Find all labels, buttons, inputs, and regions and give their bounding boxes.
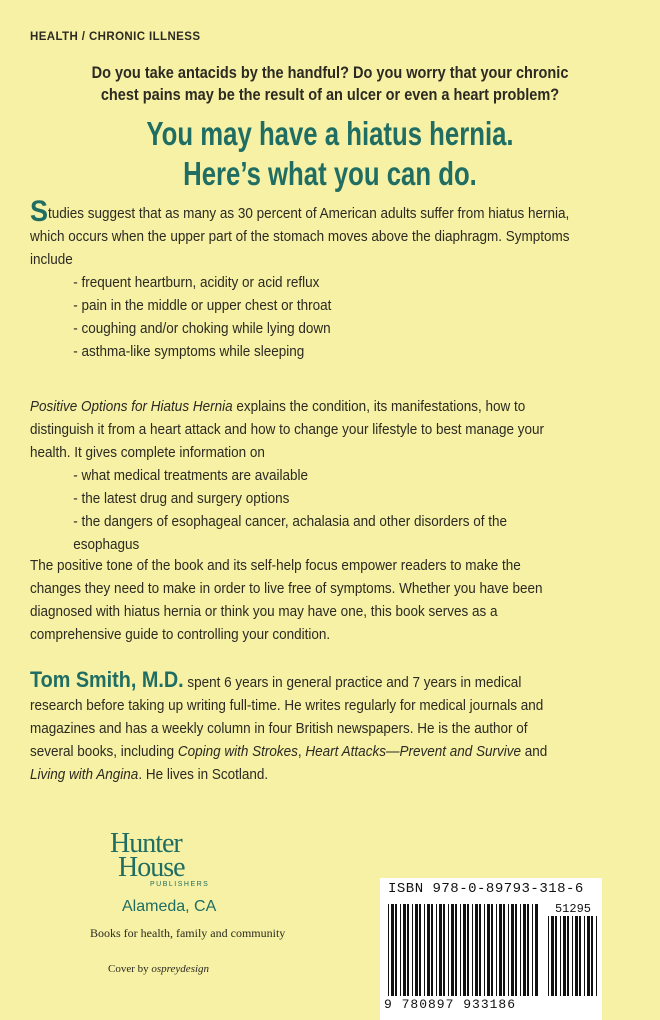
drop-cap: S (30, 195, 49, 228)
barcode-bar (479, 904, 481, 996)
isbn-label: ISBN 978-0-89793-318-6 (388, 881, 584, 897)
barcode-bar (407, 904, 409, 996)
barcode-bar (484, 904, 485, 996)
barcode-bar (548, 916, 549, 996)
barcode-bar (584, 916, 585, 996)
other-book-title: Coping with Strokes (177, 743, 298, 760)
barcode-bar (532, 904, 533, 996)
credit-prefix: Cover by (108, 963, 152, 975)
barcode-bar (403, 904, 406, 996)
barcode-bar (563, 916, 566, 996)
author-bio: spent 6 years in general practice and 7 years in medical research before taking up writing full-time. He writes regularly for medical journals and magazines and has a weekly column in four British newspapers. He is the author of several books, including (30, 674, 544, 760)
author-section (30, 668, 570, 786)
barcode-bar (467, 904, 469, 996)
intro-paragraph (30, 195, 570, 271)
designer-name: ospreydesign (151, 963, 210, 975)
barcode-bar (503, 904, 505, 996)
barcode-bar (415, 904, 418, 996)
barcode-bar (591, 916, 593, 996)
list-item: - the dangers of esophageal cancer, achalasia and other disorders of the esophagus (73, 510, 570, 556)
barcode-bar (579, 916, 581, 996)
author-bio-end: . He lives in Scotland. (138, 766, 269, 783)
barcode-number: 9 780897 933186 (384, 997, 517, 1012)
barcode-bar (472, 904, 473, 996)
barcode-bar (596, 916, 597, 996)
barcode-bars (388, 904, 538, 996)
headline-line: You may have a hiatus hernia. (146, 115, 514, 152)
barcode-bar (515, 904, 517, 996)
barcode-bar (451, 904, 454, 996)
book-section (30, 395, 570, 556)
intro-text: tudies suggest that as many as 30 percent of American adults suffer from hiatus hernia, which occurs when the upper part of the stomach moves above the diaphragm. Symptoms include (30, 205, 570, 268)
publisher-tagline: Books for health, family and community (90, 926, 286, 940)
barcode-bar (412, 904, 413, 996)
symptom-list (30, 271, 570, 363)
list-item: - coughing and/or choking while lying down (73, 317, 570, 340)
barcode-bar (527, 904, 529, 996)
barcode-bar (572, 916, 573, 996)
barcode-bar (463, 904, 466, 996)
barcode-bar (511, 904, 514, 996)
book-description: explains the condition, its manifestations, how to distinguish it from a heart attack and how to change your lifestyle to best manage your health. It gives complete information on (30, 398, 545, 461)
barcode-bar (508, 904, 509, 996)
barcode-bar (567, 916, 569, 996)
barcode-bar (419, 904, 421, 996)
list-item: - pain in the middle or upper chest or throat (73, 294, 570, 317)
list-item: - what medical treatments are available (73, 464, 570, 487)
logo-text: PUBLISHERS (150, 881, 210, 888)
barcode-addon-bars (548, 916, 597, 996)
book-title: Positive Options for Hiatus Hernia (30, 398, 233, 415)
barcode-bar (391, 904, 394, 996)
teaser-question (66, 62, 594, 106)
barcode-bar (491, 904, 493, 996)
barcode-bar (460, 904, 461, 996)
barcode-bar (487, 904, 490, 996)
summary-section (30, 554, 570, 646)
barcode-graphic (388, 900, 598, 996)
teaser-line: Do you take antacids by the handful? Do you worry that your chronic (91, 64, 569, 82)
headline-line: Here’s what you can do. (183, 155, 477, 192)
barcode-bar (424, 904, 425, 996)
barcode-bar (551, 916, 554, 996)
intro-section (30, 195, 570, 363)
list-item: - frequent heartburn, acidity or acid reflux (73, 271, 570, 294)
author-name: Tom Smith, M.D. (30, 667, 184, 692)
list-item: - the latest drug and surgery options (73, 487, 570, 510)
logo-text: House (118, 852, 185, 883)
cover-credit (108, 963, 209, 975)
price-code: 51295 (554, 902, 592, 916)
logo-text: Hunter (110, 828, 182, 859)
barcode-bar (499, 904, 502, 996)
barcode-bar (560, 916, 561, 996)
barcode-bar (431, 904, 433, 996)
barcode-bar (535, 904, 538, 996)
barcode-bar (520, 904, 521, 996)
category-label: HEALTH / CHRONIC ILLNESS (30, 31, 201, 43)
barcode-bar (475, 904, 478, 996)
barcode-bar (455, 904, 457, 996)
barcode-bar (443, 904, 445, 996)
publisher-city: Alameda, CA (122, 898, 217, 915)
topic-list (30, 464, 570, 556)
barcode-bar (575, 916, 578, 996)
barcode-bar (388, 904, 389, 996)
separator: and (521, 743, 548, 760)
barcode-bar (448, 904, 449, 996)
barcode-bar (395, 904, 397, 996)
other-book-title: Heart Attacks—Prevent and Survive (305, 743, 522, 760)
barcode-bar (436, 904, 437, 996)
barcode-bar (400, 904, 401, 996)
barcode-bar (439, 904, 442, 996)
barcode-bar (523, 904, 526, 996)
author-paragraph (30, 668, 570, 786)
summary-paragraph: The positive tone of the book and its self-help focus empower readers to make the changes they need to make in order to live free of symptoms. Whether you have been diagnosed with hiatus hernia or think you may have one, this book serves as a comprehensive guide to controlling your condition. (30, 557, 543, 643)
book-paragraph (30, 395, 570, 464)
publisher-logo (110, 828, 260, 888)
barcode-bar (496, 904, 497, 996)
barcode-bar (427, 904, 430, 996)
headline (96, 114, 564, 194)
teaser-line: chest pains may be the result of an ulcer or even a heart problem? (100, 86, 560, 104)
other-book-title: Living with Angina (30, 766, 139, 783)
barcode-bar (555, 916, 557, 996)
list-item: - asthma-like symptoms while sleeping (73, 340, 570, 363)
barcode-bar (587, 916, 590, 996)
separator: , (297, 743, 306, 760)
